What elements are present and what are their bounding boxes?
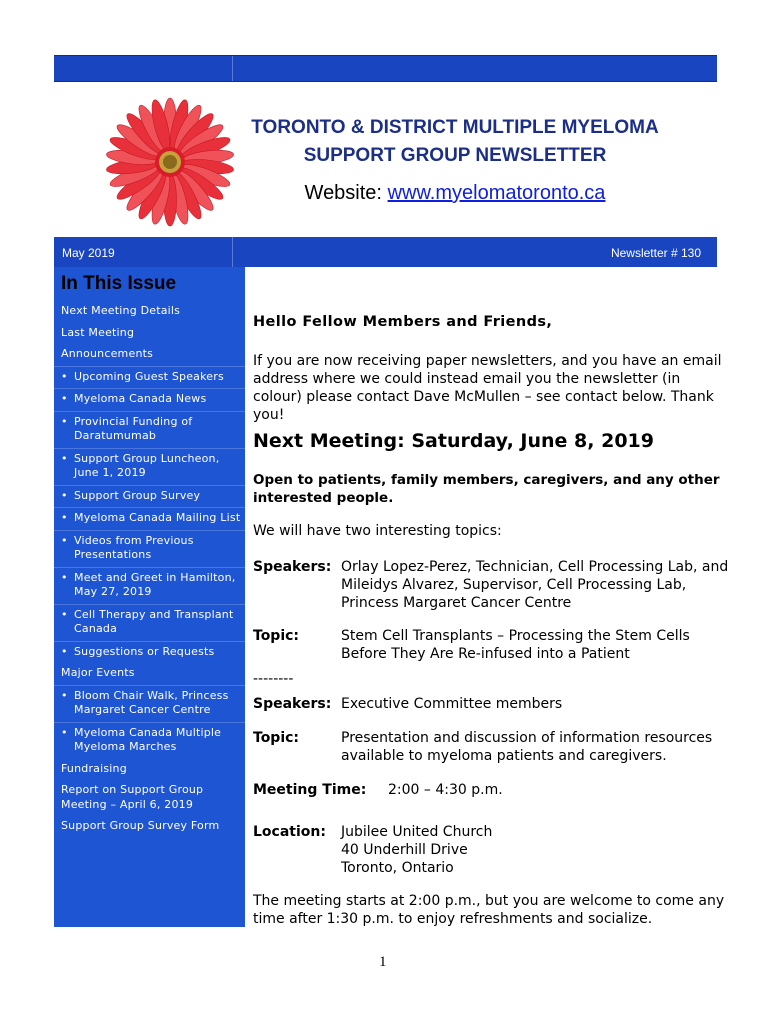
website-line — [230, 182, 680, 205]
closing-paragraph: The meeting starts at 2:00 p.m., but you are welcome to come any time after 1:30 p.m. to enjoy refreshments and socialize. — [253, 893, 725, 927]
issue-contents-item[interactable]: • Support Group Luncheon, June 1, 2019 — [54, 448, 245, 485]
issue-contents-item[interactable]: Fundraising — [61, 761, 127, 775]
speakers-2-label: Speakers: — [253, 696, 332, 712]
page-number: 1 — [379, 954, 387, 970]
issue-contents-item[interactable]: Next Meeting Details — [61, 304, 181, 317]
topic-1-value: Stem Cell Transplants – Processing the Stem Cells Before They Are Re-infused into a Patient — [341, 628, 690, 662]
title-line-1: TORONTO & DISTRICT MULTIPLE MYELOMA — [251, 117, 659, 138]
sidebar-heading: In This Issue — [61, 273, 177, 294]
issue-contents-item[interactable]: • Bloom Chair Walk, Princess Margaret Cancer Centre — [54, 685, 245, 722]
speakers-1-label: Speakers: — [253, 559, 332, 575]
top-banner-bar — [54, 55, 717, 82]
issue-contents-item[interactable]: • Suggestions or Requests — [54, 641, 245, 664]
greeting: Hello Fellow Members and Friends, — [253, 314, 553, 330]
issue-contents-item[interactable]: Major Events — [61, 666, 135, 679]
location-label: Location: — [253, 824, 326, 840]
newsletter-number: Newsletter # 130 — [610, 246, 701, 260]
issue-contents-item[interactable]: • Upcoming Guest Speakers — [54, 366, 245, 389]
issue-contents-item[interactable]: • Myeloma Canada Mailing List — [54, 507, 245, 530]
speakers-2-value: Executive Committee members — [341, 696, 563, 712]
issue-contents-item[interactable]: • Myeloma Canada News — [54, 388, 245, 411]
topic-2-label: Topic: — [253, 730, 300, 746]
issue-contents-item[interactable]: • Meet and Greet in Hamilton, May 27, 2019 — [54, 567, 245, 604]
in-this-issue-sidebar — [54, 267, 245, 927]
meeting-time-value: 2:00 – 4:30 p.m. — [388, 782, 503, 798]
issue-date: May 2019 — [62, 246, 115, 260]
meeting-heading: Next Meeting: Saturday, June 8, 2019 — [253, 430, 654, 452]
issue-contents-item[interactable]: • Myeloma Canada Multiple Myeloma Marches — [54, 722, 245, 759]
website-label: Website: — [304, 182, 382, 204]
topic-1-label: Topic: — [253, 628, 300, 644]
issue-contents-item[interactable]: • Cell Therapy and Transplant Canada — [54, 604, 245, 641]
website-link[interactable]: www.myelomatoronto.ca — [387, 182, 606, 204]
separator: -------- — [253, 671, 294, 687]
title-line-2: SUPPORT GROUP NEWSLETTER — [303, 145, 607, 166]
issue-contents-item[interactable]: Announcements — [61, 347, 154, 360]
two-topics-text: We will have two interesting topics: — [253, 523, 502, 539]
speakers-1-value: Orlay Lopez-Perez, Technician, Cell Processing Lab, and Mileidys Alvarez, Supervisor, Cell Processing Lab, Princess Margaret Cancer Centre — [341, 559, 729, 611]
issue-contents-list — [54, 301, 245, 838]
daisy-flower-logo — [100, 92, 240, 232]
issue-contents-item[interactable]: Support Group Survey Form — [61, 819, 220, 832]
issue-contents-item[interactable]: • Support Group Survey — [54, 485, 245, 508]
topic-2-value: Presentation and discussion of information resources available to myeloma patients and caregivers. — [341, 730, 713, 764]
intro-paragraph: If you are now receiving paper newsletters, and you have an email address where we could instead email you the newsletter (in colour) please contact Dave McMullen – see contact below. Thank you! — [253, 353, 722, 423]
issue-contents-item[interactable]: • Videos from Previous Presentations — [54, 530, 245, 567]
open-to-text: Open to patients, family members, caregivers, and any other interested people. — [253, 472, 720, 506]
meeting-time-label: Meeting Time: — [253, 782, 367, 798]
date-bar — [54, 237, 717, 267]
newsletter-title — [230, 114, 680, 170]
issue-contents-item[interactable]: Last Meeting — [61, 325, 135, 339]
location-value: Jubilee United Church 40 Underhill Drive Toronto, Ontario — [341, 824, 493, 876]
issue-contents-item[interactable]: • Provincial Funding of Daratumumab — [54, 411, 245, 448]
issue-contents-item[interactable]: Report on Support Group Meeting – April 6, 2019 — [61, 783, 204, 811]
